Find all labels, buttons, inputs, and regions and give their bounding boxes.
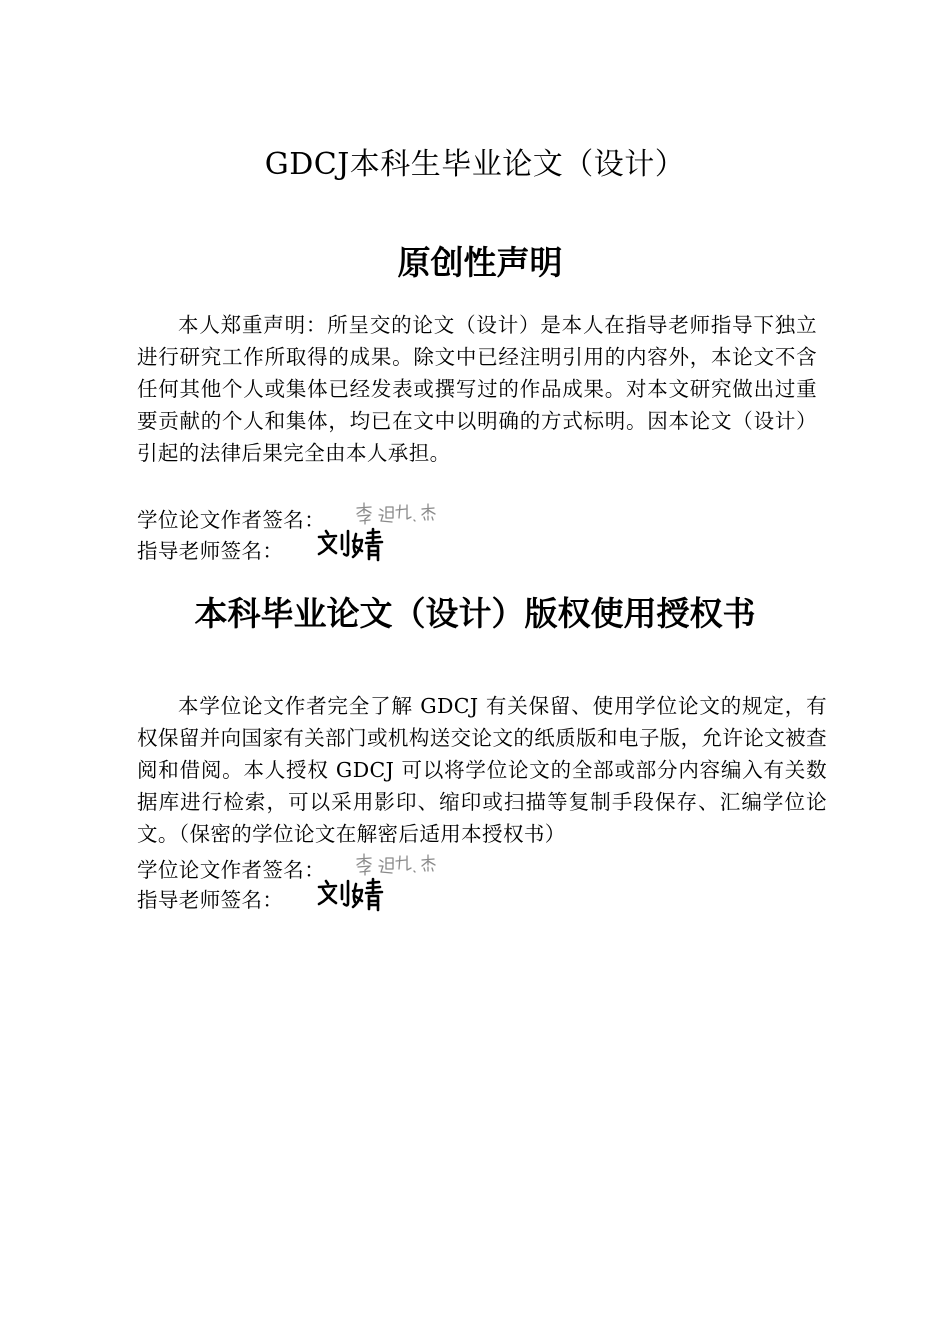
advisor-signature-label: 指导老师签名： <box>137 888 284 912</box>
author-handwritten-signature <box>352 851 444 877</box>
document-title: GDCJ本科生毕业论文（设计） <box>264 147 686 182</box>
copyright-paragraph: 本学位论文作者完全了解 GDCJ 有关保留、使用学位论文的规定，有权保留并向国家有关部门或机构送交论文的纸质版和电子版，允许论文被查阅和借阅。本人授权 GDCJ 可以将学位论文的全部或部分内容编入有关数据库进行检索，可以采用影印、缩印或扫描等复制手段保存、汇编学位论文。（保密的学位论文在解密后适用本授权书） <box>137 694 827 846</box>
copyright-heading: 本科毕业论文（设计）版权使用授权书 <box>194 594 756 633</box>
author-signature-label: 学位论文作者签名： <box>137 858 326 882</box>
advisor-handwritten-signature <box>316 877 394 913</box>
author-signature-label: 学位论文作者签名： <box>137 508 326 532</box>
originality-heading: 原创性声明 <box>397 243 563 282</box>
author-handwritten-signature <box>352 500 444 526</box>
advisor-signature-label: 指导老师签名： <box>137 539 284 563</box>
originality-paragraph: 本人郑重声明：所呈交的论文（设计）是本人在指导老师指导下独立进行研究工作所取得的成果。除文中已经注明引用的内容外，本论文不含任何其他个人或集体已经发表或撰写过的作品成果。对本文研究做出过重要贡献的个人和集体，均已在文中以明确的方式标明。因本论文（设计）引起的法律后果完全由本人承担。 <box>137 313 817 465</box>
advisor-handwritten-signature <box>316 527 394 563</box>
